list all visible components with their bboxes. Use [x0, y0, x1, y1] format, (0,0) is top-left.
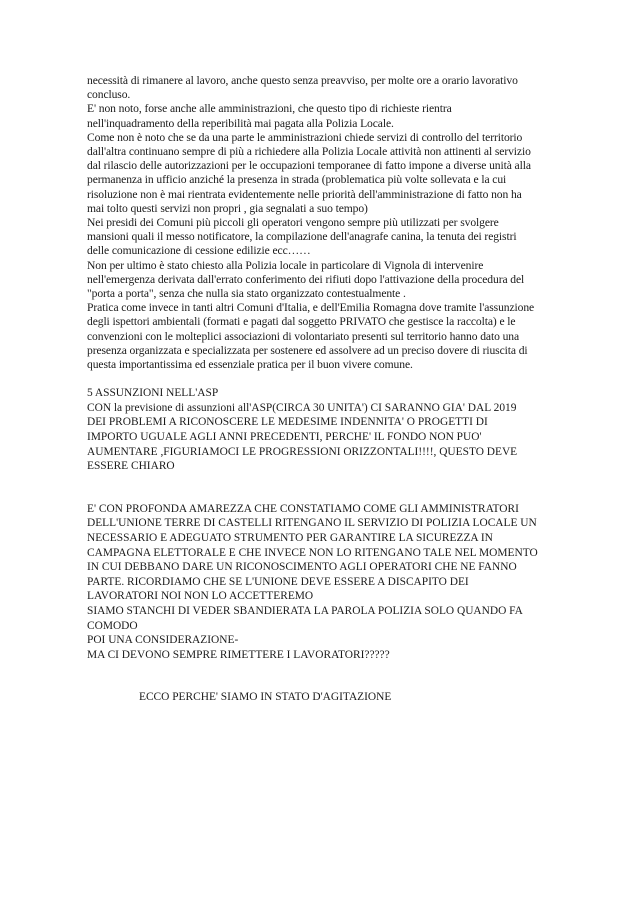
- text-line: questa importantissima ed essenziale pratica per il buon vivere comune.: [87, 358, 413, 372]
- text-line: risoluzione non è mai rientrata evidentemente nelle priorità dell'amministrazione di fatto non ha: [87, 187, 522, 201]
- text-line: ESSERE CHIARO: [87, 460, 175, 473]
- text-line: dal rilascio delle autorizzazioni per le occupazioni temporanee di fatto impone a diverse unità alla: [87, 159, 531, 173]
- text-line: degli ispettori ambientali (formati e pagati dal soggetto PRIVATO che gestisce la raccolta) e le: [87, 315, 516, 329]
- text-line: POI UNA CONSIDERAZIONE-: [87, 634, 239, 647]
- text-line: Pratica come invece in tanti altri Comuni d'Italia, e dell'Emilia Romagna dove tramite l'assunzione: [87, 301, 535, 315]
- text-line: mai tolto questi servizi non propri , gia segnalati a suo tempo): [87, 201, 368, 215]
- paragraph-vignola-waste: [87, 259, 557, 302]
- final-statement: [87, 690, 557, 705]
- spacer: [87, 372, 557, 386]
- text-line: CAMPAGNA ELETTORALE E CHE INVECE NON LO RITENGANO TALE NEL MOMENTO: [87, 546, 538, 559]
- closing-statement: [87, 502, 557, 663]
- section-asp-hiring: [87, 386, 557, 474]
- text-line: DELL'UNIONE TERRE DI CASTELLI RITENGANO IL SERVIZIO DI POLIZIA LOCALE UN: [87, 517, 537, 530]
- text-line: nell'emergenza derivata dall'errato conferimento dei rifiuti dopo l'attivazione della procedura del: [87, 272, 525, 286]
- paragraph-environmental-inspectors: [87, 301, 557, 372]
- section-heading: 5 ASSUNZIONI NELL'ASP: [87, 387, 219, 400]
- text-line: concluso.: [87, 88, 131, 102]
- text-line: NECESSARIO E ADEGUATO STRUMENTO PER GARANTIRE LA SICUREZZA IN: [87, 532, 493, 545]
- text-line: Non per ultimo è stato chiesto alla Polizia locale in particolare di Vignola di intervenire: [87, 258, 484, 272]
- text-line: necessità di rimanere al lavoro, anche questo senza preavviso, per molte ore a orario lavorativo: [87, 74, 518, 87]
- text-line: IN CUI DEBBANO DARE UN RICONOSCIMENTO AGLI OPERATORI CHE NE FANNO: [87, 561, 517, 574]
- text-line: Come non è noto che se da una parte le amministrazioni chiede servizi di controllo del territorio: [87, 130, 523, 144]
- text-line: CON la previsione di assunzioni all'ASP(CIRCA 30 UNITA') CI SARANNO GIA' DAL 2019: [87, 401, 517, 414]
- text-line: mansioni quali il messo notificatore, la compilazione dell'anagrafe canina, la tenuta dei registri: [87, 230, 517, 244]
- text-line: delle comunicazione di cessione edilizie ecc……: [87, 244, 311, 258]
- text-line: convenzioni con le molteplici associazioni di volontariato presenti sul territorio hanno dato una: [87, 329, 520, 343]
- spacer: [87, 662, 557, 690]
- document-page: [87, 74, 557, 705]
- text-line: presenza organizzata e specializzata per sostenere ed assolvere ad un preciso dovere di riuscita di: [87, 343, 528, 357]
- text-line: PARTE. RICORDIAMO CHE SE L'UNIONE DEVE ESSERE A DISCAPITO DEI: [87, 575, 469, 588]
- paragraph-small-municipalities: [87, 216, 557, 259]
- spacer: [87, 474, 557, 502]
- text-line: COMODO: [87, 619, 138, 632]
- paragraph-overtime: [87, 74, 557, 102]
- text-line: DEI PROBLEMI A RICONOSCERE LE MEDESIME INDENNITA' O PROGETTI DI: [87, 416, 488, 429]
- text-line: nell'inquadramento della reperibilità mai pagata alla Polizia Locale.: [87, 116, 394, 130]
- text-line: E' non noto, forse anche alle amministrazioni, che questo tipo di richieste rientra: [87, 102, 452, 116]
- paragraph-non-pertinent-services: [87, 131, 557, 216]
- text-line: AUMENTARE ,FIGURIAMOCI LE PROGRESSIONI ORIZZONTALI!!!!, QUESTO DEVE: [87, 445, 518, 458]
- text-line: dall'altra continuano sempre di più a richiedere alla Polizia Locale attività non attinenti al servizio: [87, 145, 531, 159]
- text-line: LAVORATORI NOI NON LO ACCETTEREMO: [87, 590, 314, 603]
- text-line: permanenza in ufficio anziché la presenza in strada (problematica più volte sollevata e la cui: [87, 173, 507, 187]
- text-line: IMPORTO UGUALE AGLI ANNI PRECEDENTI, PERCHE' IL FONDO NON PUO': [87, 431, 482, 444]
- text-line: "porta a porta", senza che nulla sia stato organizzato contestualmente .: [87, 287, 406, 301]
- agitation-statement: ECCO PERCHE' SIAMO IN STATO D'AGITAZIONE: [139, 691, 392, 704]
- text-line: E' CON PROFONDA AMAREZZA CHE CONSTATIAMO COME GLI AMMINISTRATORI: [87, 502, 519, 515]
- paragraph-reperibilita: [87, 102, 557, 130]
- text-line: Nei presidi dei Comuni più piccoli gli operatori vengono sempre più utilizzati per svolgere: [87, 216, 499, 230]
- text-line: MA CI DEVONO SEMPRE RIMETTERE I LAVORATORI?????: [87, 648, 390, 661]
- text-line: SIAMO STANCHI DI VEDER SBANDIERATA LA PAROLA POLIZIA SOLO QUANDO FA: [87, 604, 523, 617]
